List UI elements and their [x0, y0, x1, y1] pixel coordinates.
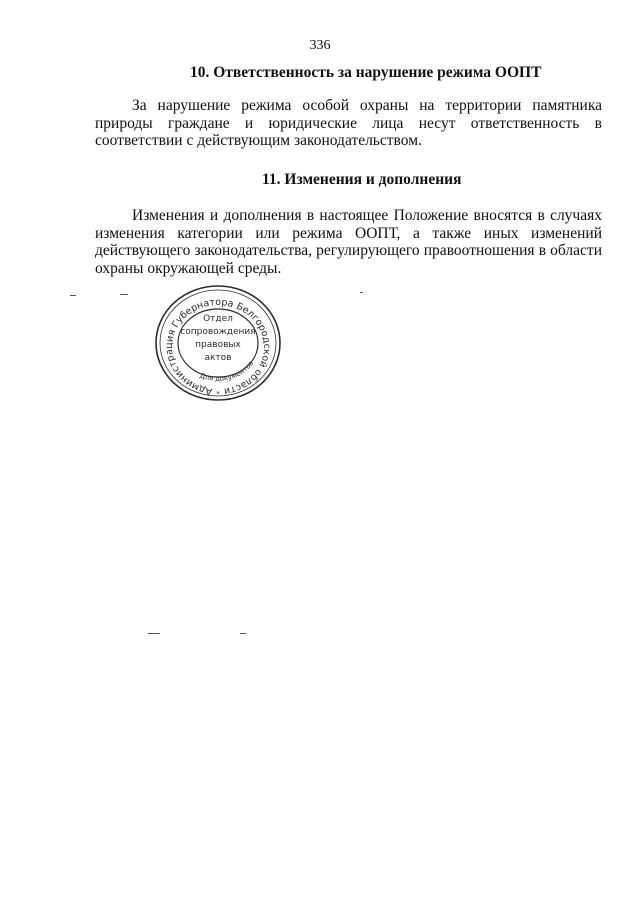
stamp-seal — [153, 283, 283, 403]
stamp-center-line-4: актов — [204, 353, 232, 363]
stamp-ring-text: Администрация Губернатора Белгородской области — [163, 296, 273, 397]
page-number: 336 — [309, 38, 331, 53]
scan-speck — [120, 294, 128, 295]
scan-speck — [360, 292, 363, 293]
section-11-heading: 11. Изменения и дополнения — [262, 171, 462, 188]
official-stamp — [153, 283, 283, 403]
section-11-paragraph: Изменения и дополнения в настоящее Положение вносятся в случаях изменения категории или режима ООПТ, а также иных изменений действующего законодательства, регулирующего правоотношения в области охраны окружающей среды. — [95, 207, 602, 277]
stamp-bottom-text: Для документов — [198, 359, 256, 384]
stamp-center-line-2: сопровождения — [180, 327, 256, 337]
stamp-center-line-1: Отдел — [203, 314, 233, 324]
scan-speck — [70, 295, 76, 296]
stamp-star-icon: * — [216, 390, 220, 398]
stamp-center-line-3: правовых — [195, 340, 241, 350]
section-10-heading: 10. Ответственность за нарушение режима ООПТ — [190, 64, 542, 81]
scan-speck — [240, 633, 246, 634]
section-10-paragraph: За нарушение режима особой охраны на территории памятника природы граждане и юридические лица несут ответственность в соответствии с действующим законодательством. — [95, 97, 602, 149]
scan-speck — [148, 633, 160, 634]
